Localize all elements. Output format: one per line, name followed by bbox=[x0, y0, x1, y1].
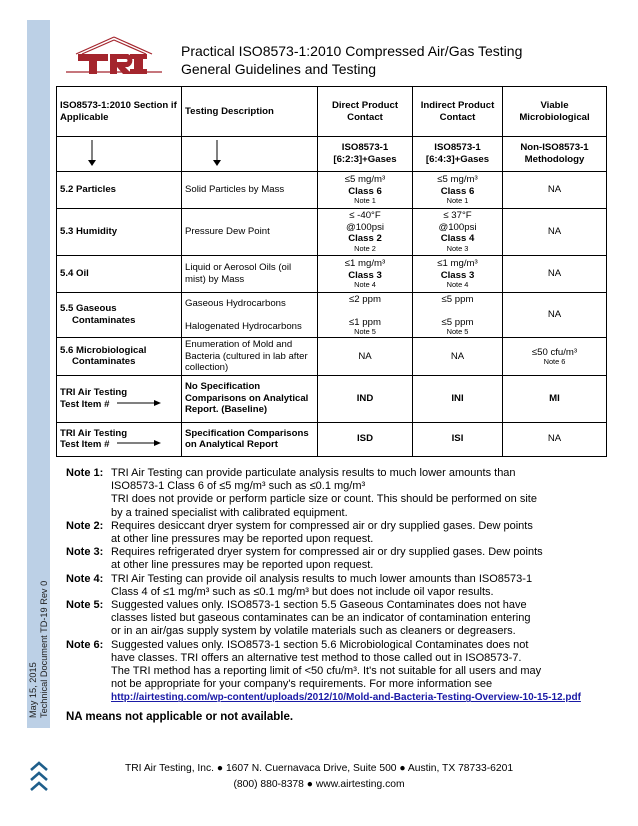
row-section: 5.3 Humidity bbox=[57, 208, 182, 255]
row-direct: ≤ -40°F @100psi Class 2 Note 2 bbox=[318, 208, 413, 255]
row-section: TRI Air Testing Test Item # bbox=[57, 375, 182, 422]
arrow-down-icon bbox=[185, 138, 225, 166]
na-statement: NA means not applicable or not available. bbox=[66, 711, 294, 723]
row-section: 5.4 Oil bbox=[57, 255, 182, 292]
footer-contact: (800) 880-8378 ● www.airtesting.com bbox=[233, 779, 405, 790]
row-description: Solid Particles by Mass bbox=[182, 171, 318, 208]
row-viable: NA bbox=[503, 292, 607, 338]
standard-indirect: ISO8573-1 [6:4:3]+Gases bbox=[413, 137, 503, 172]
standard-viable: Non-ISO8573-1 Methodology bbox=[503, 137, 607, 172]
row-viable: MI bbox=[503, 375, 607, 422]
row-description: No Specification Comparisons on Analytical Report. (Baseline) bbox=[182, 375, 318, 422]
row-direct: ISD bbox=[318, 422, 413, 456]
row-direct: IND bbox=[318, 375, 413, 422]
table-row bbox=[57, 171, 607, 208]
header-section: ISO8573-1:2010 Section if Applicable bbox=[57, 87, 182, 137]
notes-section bbox=[66, 467, 611, 705]
standards-row bbox=[57, 137, 607, 172]
arrow-right-icon bbox=[117, 439, 161, 447]
header-description: Testing Description bbox=[182, 87, 318, 137]
row-indirect: ≤1 mg/m³ Class 3 Note 4 bbox=[413, 255, 503, 292]
mold-bacteria-link[interactable]: http://airtesting.com/wp-content/uploads/2012/10/Mold-and-Bacteria-Testing-Overview-10-15-12.pdf bbox=[111, 692, 581, 704]
row-description: Specification Comparisons on Analytical Report bbox=[182, 422, 318, 456]
arrow-right-icon bbox=[117, 399, 161, 407]
row-direct: ≤2 ppm ≤1 ppm Note 5 bbox=[318, 292, 413, 338]
doc-date: May 15, 2015 bbox=[28, 662, 38, 718]
note-6: Note 6: Suggested values only. ISO8573-1 section 5.6 Microbiological Contaminates does not have classes. TRI offers an alternative test method to those called out in ISO8573-7. The TRI method has a reporting limit of <50 cfu/m³. It's not suitable for all users and may not be appropriate for your company's requirements. For more information see http://airtesting.com/wp-content/uploads/2012/10/Mold-and-Bacteria-Testing-Overview-10-15-12.pdf bbox=[66, 639, 611, 705]
note-2: Note 2: Requires desiccant dryer system for compressed air or dry supplied gases. Dew points at other line pressures may be reported upon request. bbox=[66, 519, 533, 546]
arrow-down-icon bbox=[60, 138, 100, 166]
row-description: Gaseous Hydrocarbons Halogenated Hydrocarbons bbox=[182, 292, 318, 338]
row-section: 5.6 Microbiological Contaminates bbox=[57, 338, 182, 376]
note-4: Note 4: TRI Air Testing can provide oil analysis results to much lower amounts than ISO8573-1 Class 4 of ≤1 mg/m³ such as ≤0.1 mg/m³ but does not include oil vapor results. bbox=[66, 572, 533, 598]
title-line-2: General Guidelines and Testing bbox=[181, 60, 377, 77]
row-description: Enumeration of Mold and Bacteria (cultured in lab after collection) bbox=[182, 338, 318, 376]
note-1: Note 1: TRI Air Testing can provide particulate analysis results to much lower amounts than ISO8573-1 Class 6 of ≤5 mg/m³ such as ≤0.1 mg/m³ TRI does not provide or perform particle size or count. This should be performed on site by a trained specialist with calibrated equipment. bbox=[66, 467, 537, 519]
row-description: Pressure Dew Point bbox=[182, 208, 318, 255]
header-viable: Viable Microbiological bbox=[503, 87, 607, 137]
row-viable: NA bbox=[503, 208, 607, 255]
row-direct: ≤1 mg/m³ Class 3 Note 4 bbox=[318, 255, 413, 292]
doc-id: Technical Document TD-19 Rev 0 bbox=[38, 580, 49, 718]
table-row bbox=[57, 375, 607, 422]
row-indirect: ≤ 37°F @100psi Class 4 Note 3 bbox=[413, 208, 503, 255]
header-direct: Direct Product Contact bbox=[318, 87, 413, 137]
row-indirect: ≤5 mg/m³ Class 6 Note 1 bbox=[413, 171, 503, 208]
row-viable: NA bbox=[503, 422, 607, 456]
row-description: Liquid or Aerosol Oils (oil mist) by Mass bbox=[182, 255, 318, 292]
page-title bbox=[181, 43, 522, 78]
note-5: Note 5: Suggested values only. ISO8573-1 section 5.5 Gaseous Contaminates does not have classes listed but gaseous contaminates can be an indicator of contamination entering or in an air/gas supply system by volatile materials such as cleaners or degreasers. bbox=[66, 599, 531, 638]
header-row bbox=[57, 87, 607, 137]
table-row bbox=[57, 255, 607, 292]
row-section: 5.2 Particles bbox=[57, 171, 182, 208]
table-row bbox=[57, 208, 607, 255]
table-row bbox=[57, 292, 607, 338]
row-viable: NA bbox=[503, 255, 607, 292]
spec-table bbox=[56, 86, 607, 457]
note-3: Note 3: Requires refrigerated dryer system for compressed air or dry supplied gases. Dew points at other line pressures may be reported upon request. bbox=[66, 546, 543, 572]
row-indirect: NA bbox=[413, 338, 503, 376]
footer-address: TRI Air Testing, Inc. ● 1607 N. Cuernavaca Drive, Suite 500 ● Austin, TX 78733-6201 bbox=[124, 763, 514, 774]
row-viable: NA bbox=[503, 171, 607, 208]
header-indirect: Indirect Product Contact bbox=[413, 87, 503, 137]
table-row bbox=[57, 338, 607, 376]
arrow-cell bbox=[57, 137, 182, 172]
row-direct: ≤5 mg/m³ Class 6 Note 1 bbox=[318, 171, 413, 208]
row-indirect: ISI bbox=[413, 422, 503, 456]
row-indirect: INI bbox=[413, 375, 503, 422]
tri-logo bbox=[62, 32, 166, 78]
arrow-cell bbox=[182, 137, 318, 172]
row-section: 5.5 Gaseous Contaminates bbox=[57, 292, 182, 338]
row-viable: ≤50 cfu/m³ Note 6 bbox=[503, 338, 607, 376]
standard-direct: ISO8573-1 [6:2:3]+Gases bbox=[318, 137, 413, 172]
row-indirect: ≤5 ppm ≤5 ppm Note 5 bbox=[413, 292, 503, 338]
sidebar-doc-info bbox=[28, 581, 49, 718]
title-line-1: Practical ISO8573-1:2010 Compressed Air/Gas Testing bbox=[181, 43, 523, 59]
row-section: TRI Air Testing Test Item # bbox=[57, 422, 182, 456]
row-direct: NA bbox=[318, 338, 413, 376]
table-row bbox=[57, 422, 607, 456]
